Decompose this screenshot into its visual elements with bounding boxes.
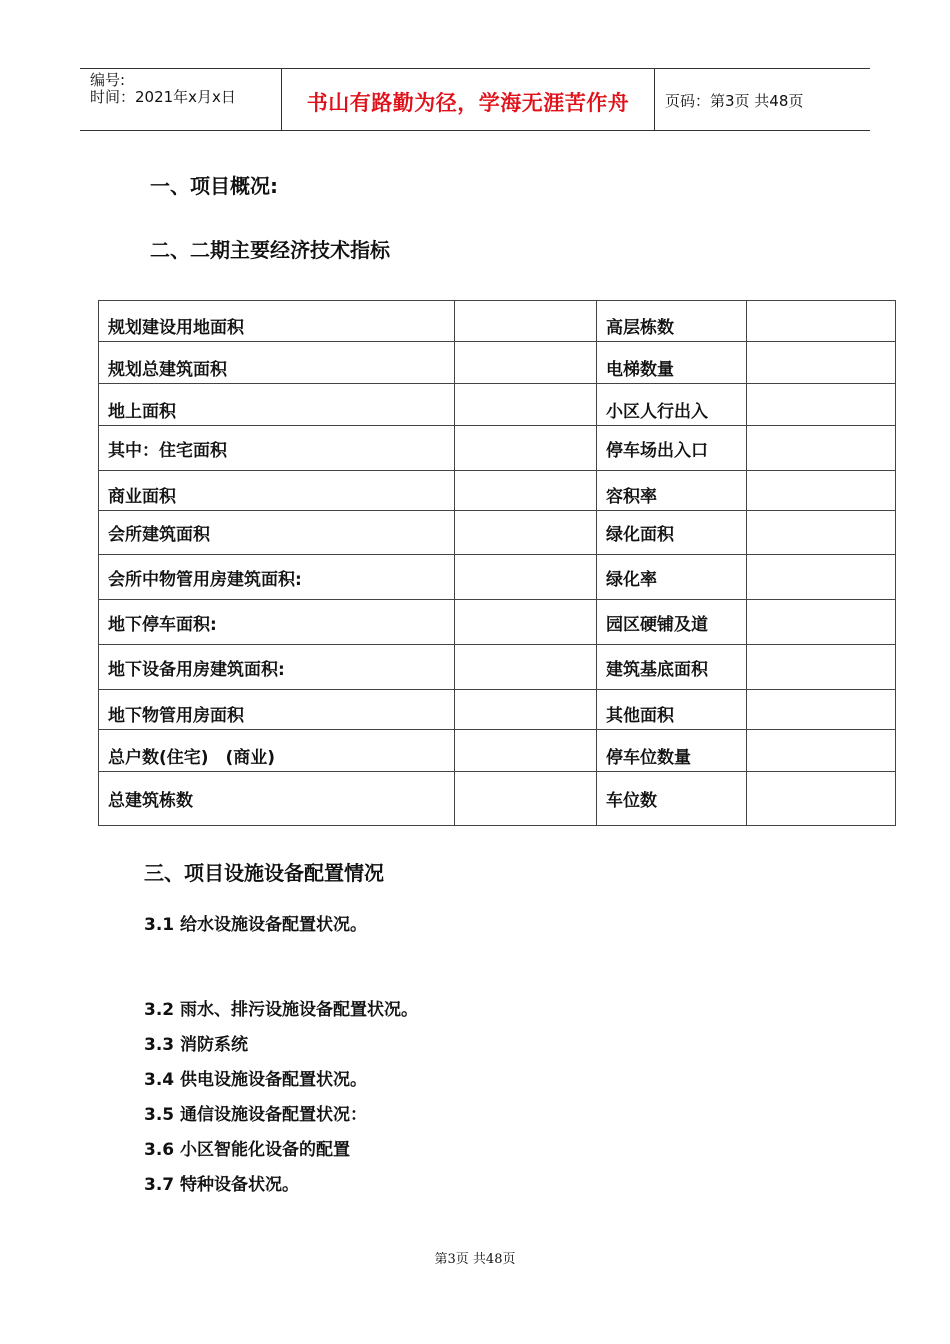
table-cell-value — [747, 690, 896, 730]
table-cell-label: 规划总建筑面积 — [99, 342, 455, 384]
table-cell-value — [455, 301, 597, 342]
table-cell-value — [747, 600, 896, 645]
table-cell-label: 其中：住宅面积 — [99, 426, 455, 471]
header-meta — [80, 69, 282, 130]
header-page-cell — [655, 69, 870, 130]
table-cell-label: 车位数 — [597, 772, 747, 826]
subsection-drainage: 3.2 雨水、排污设施设备配置状况。 — [144, 1000, 419, 1020]
table-cell-label: 地上面积 — [99, 384, 455, 426]
table-row — [99, 645, 896, 690]
header-page-number: 页码：第3页 共48页 — [665, 92, 804, 110]
table-row — [99, 730, 896, 772]
table-cell-value — [747, 384, 896, 426]
table-cell-label: 电梯数量 — [597, 342, 747, 384]
table-cell-label: 停车场出入口 — [597, 426, 747, 471]
table-row — [99, 301, 896, 342]
header-motto-cell — [282, 69, 655, 130]
section-heading-overview: 一、项目概况: — [150, 174, 278, 198]
table-cell-value — [747, 342, 896, 384]
table-row — [99, 342, 896, 384]
header-motto: 书山有路勤为径，学海无涯苦作舟 — [306, 91, 630, 115]
subsection-communication: 3.5 通信设施设备配置状况： — [144, 1105, 368, 1125]
table-cell-value — [455, 600, 597, 645]
table-cell-value — [455, 426, 597, 471]
table-cell-value — [455, 384, 597, 426]
table-cell-value — [455, 511, 597, 555]
table-cell-label: 商业面积 — [99, 471, 455, 511]
table-cell-label: 地下停车面积: — [99, 600, 455, 645]
section-heading-indicators: 二、二期主要经济技术指标 — [150, 238, 390, 262]
page-header — [80, 68, 870, 131]
table-cell-value — [455, 730, 597, 772]
subsection-fire-protection: 3.3 消防系统 — [144, 1035, 249, 1055]
table-cell-value — [455, 690, 597, 730]
table-row — [99, 772, 896, 826]
table-cell-label: 绿化面积 — [597, 511, 747, 555]
table-cell-label: 总建筑栋数 — [99, 772, 455, 826]
table-cell-label: 园区硬铺及道 — [597, 600, 747, 645]
table-cell-label: 会所建筑面积 — [99, 511, 455, 555]
page-footer-number: 第3页 共48页 — [434, 1252, 516, 1267]
header-time: 时间：2021年x月x日 — [90, 88, 236, 106]
table-cell-label: 其他面积 — [597, 690, 747, 730]
table-cell-label: 容积率 — [597, 471, 747, 511]
table-cell-value — [747, 772, 896, 826]
header-number: 编号: — [90, 71, 126, 89]
table-cell-label: 高层栋数 — [597, 301, 747, 342]
indicator-table — [98, 300, 896, 826]
table-row — [99, 690, 896, 730]
table-cell-label: 小区人行出入 — [597, 384, 747, 426]
table-cell-label: 会所中物管用房建筑面积: — [99, 555, 455, 600]
table-cell-value — [747, 730, 896, 772]
subsection-special-equipment: 3.7 特种设备状况。 — [144, 1175, 300, 1195]
table-cell-value — [747, 645, 896, 690]
table-cell-label: 地下设备用房建筑面积: — [99, 645, 455, 690]
table-cell-value — [747, 511, 896, 555]
table-cell-value — [455, 555, 597, 600]
table-row — [99, 426, 896, 471]
table-cell-value — [455, 645, 597, 690]
table-row — [99, 384, 896, 426]
subsection-water-supply: 3.1 给水设施设备配置状况。 — [144, 915, 368, 935]
table-cell-value — [747, 301, 896, 342]
table-cell-value — [747, 471, 896, 511]
table-cell-value — [455, 342, 597, 384]
table-cell-value — [747, 555, 896, 600]
table-cell-label: 建筑基底面积 — [597, 645, 747, 690]
table-row — [99, 511, 896, 555]
subsection-smart-community: 3.6 小区智能化设备的配置 — [144, 1140, 351, 1160]
section-heading-facilities: 三、项目设施设备配置情况 — [144, 861, 384, 885]
subsection-power-supply: 3.4 供电设施设备配置状况。 — [144, 1070, 368, 1090]
table-cell-label: 规划建设用地面积 — [99, 301, 455, 342]
table-cell-value — [747, 426, 896, 471]
table-cell-label: 绿化率 — [597, 555, 747, 600]
table-cell-value — [455, 772, 597, 826]
table-row — [99, 555, 896, 600]
table-cell-label: 地下物管用房面积 — [99, 690, 455, 730]
table-row — [99, 600, 896, 645]
table-row — [99, 471, 896, 511]
table-cell-label: 总户数(住宅) (商业) — [99, 730, 455, 772]
table-cell-label: 停车位数量 — [597, 730, 747, 772]
table-cell-value — [455, 471, 597, 511]
